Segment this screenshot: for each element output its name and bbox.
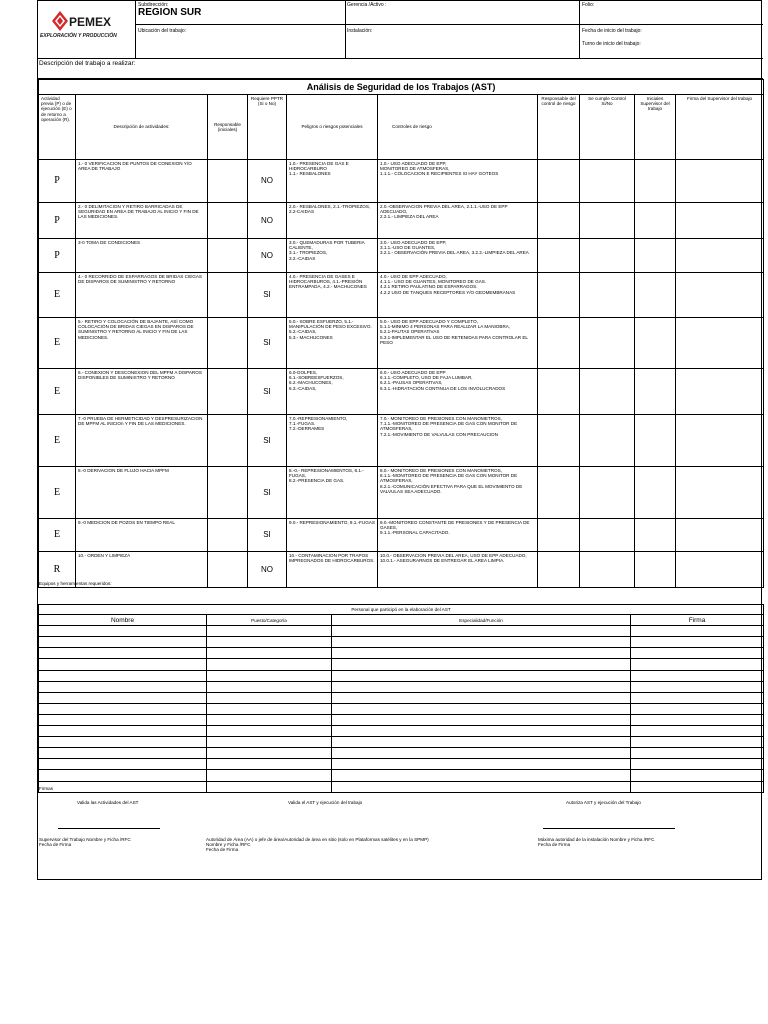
col-firma-sup: Firma del Supervisor del trabajo xyxy=(676,95,764,160)
personal-puesto-cell[interactable] xyxy=(207,659,332,670)
ast-activity-type: E xyxy=(39,415,76,467)
ast-row xyxy=(39,369,764,415)
personal-puesto-cell[interactable] xyxy=(207,759,332,770)
ast-responsable xyxy=(208,160,248,203)
personal-especialidad-cell[interactable] xyxy=(332,759,631,770)
ast-cumple xyxy=(580,519,635,552)
ast-activity-type: E xyxy=(39,273,76,318)
valida-ast: Valida el AST y ejecución del trabajo xyxy=(288,800,363,805)
ast-activity-type: P xyxy=(39,203,76,239)
ast-responsable xyxy=(208,318,248,369)
ast-firma-sup xyxy=(676,369,764,415)
personal-especialidad-cell[interactable] xyxy=(332,781,631,792)
ast-responsable xyxy=(208,552,248,588)
ast-firma-sup xyxy=(676,318,764,369)
personal-nombre-cell[interactable] xyxy=(39,670,207,681)
equipos-label: Equipos y herramientas requeridos: xyxy=(39,581,112,586)
pemex-logo xyxy=(38,1,134,45)
personal-nombre-cell[interactable] xyxy=(39,759,207,770)
ubicacion-label: Ubicación del trabajo: xyxy=(138,28,187,34)
ast-controles: 7.0.- MONITOREO DE PRESIONES CON MANOMETROS, 7.1.1.-MONITOREO DE PRESENCIA DE GAS CON MONITOR DE ATMOSFERAS, 7.2.1.-MOVIMIENTO DE VALVULAS CON PRECAUCION xyxy=(378,415,538,467)
ast-resp-control xyxy=(538,552,580,588)
ast-cumple xyxy=(580,239,635,273)
personal-row xyxy=(39,648,764,659)
personal-especialidad-cell[interactable] xyxy=(332,737,631,748)
personal-puesto-cell[interactable] xyxy=(207,748,332,759)
ast-cumple xyxy=(580,369,635,415)
subdireccion-value: REGION SUR xyxy=(138,7,202,18)
supervisor-date-label: Fecha de Firma xyxy=(39,842,72,847)
ast-peligros: 6.0-GOLPES, 6.1.-SOBREESFUERZOS, 6.2.-MACHUCONES, 6.3.-CAIDAS, xyxy=(287,369,378,415)
personal-table xyxy=(38,604,764,793)
personal-firma-cell[interactable] xyxy=(631,659,764,670)
personal-especialidad-cell[interactable] xyxy=(332,714,631,725)
ast-iniciales-sup xyxy=(635,519,676,552)
pemex-logo-icon xyxy=(38,1,134,45)
ast-responsable xyxy=(208,415,248,467)
col-firma: Firma xyxy=(631,615,764,626)
personal-puesto-cell[interactable] xyxy=(207,626,332,637)
personal-nombre-cell[interactable] xyxy=(39,637,207,648)
ast-firma-sup xyxy=(676,203,764,239)
ast-resp-control xyxy=(538,239,580,273)
personal-row xyxy=(39,737,764,748)
personal-row xyxy=(39,659,764,670)
logo-brand: PEMEX xyxy=(69,15,112,29)
col-cumple: Se cumple Control Si/No xyxy=(580,95,635,160)
ast-cumple xyxy=(580,415,635,467)
ast-controles: 4.0.- USO DE EPP ADECUADO, 4.1.1.- USO DE GUANTES, MONITOREO DE GAS. 4.2.1 RETIRO PAULATINO DE ESPARRAGOS. 4.2.2 USO DE TANQUES RECEPTORES Y/O GEOMEMBRANAS xyxy=(378,273,538,318)
ast-cumple xyxy=(580,160,635,203)
personal-puesto-cell[interactable] xyxy=(207,703,332,714)
signature-line-maxima xyxy=(543,828,675,829)
personal-firma-cell[interactable] xyxy=(631,737,764,748)
ast-resp-control xyxy=(538,467,580,519)
personal-nombre-cell[interactable] xyxy=(39,781,207,792)
personal-firma-cell[interactable] xyxy=(631,637,764,648)
ast-controles: 3.0.- USO ADECUADO DE EPP, 3.1.1.-USO DE GUANTES, 3.2.1.- OBSERVACIÓN PREVIA DEL AREA, 3.2.2.-LIMPIEZA DEL AREA xyxy=(378,239,538,273)
ast-row xyxy=(39,415,764,467)
signature-line-supervisor xyxy=(58,828,160,829)
ast-cumple xyxy=(580,552,635,588)
ast-peligros: 1.0.- PRESENCIA DE GAS E HIDROCARBURO 1.1.- RESBALONES xyxy=(287,160,378,203)
personal-firma-cell[interactable] xyxy=(631,703,764,714)
ast-requiere-pptr: NO xyxy=(248,203,287,239)
col-resp-control: Responsable del control de riesgo xyxy=(538,95,580,160)
ast-iniciales-sup xyxy=(635,552,676,588)
ast-cumple xyxy=(580,203,635,239)
valida-actividades: Valida las Actividades del AST xyxy=(77,800,139,805)
personal-title: Personal que participó en la elaboración del AST xyxy=(39,604,764,615)
ast-activity-type: E xyxy=(39,519,76,552)
personal-rows xyxy=(39,626,764,792)
ast-peligros: 7.0.-REPRESIONAMIENTO, 7.1.-FUGAS. 7.2.-DERRAMES xyxy=(287,415,378,467)
ast-activity-type: E xyxy=(39,318,76,369)
ast-form-sheet xyxy=(37,0,762,880)
col-responsable: Responsable (iniciales) xyxy=(208,95,248,160)
descripcion-trabajo-label: Descripción del trabajo a realizar: xyxy=(39,60,136,67)
table-title: Análisis de Seguridad de los Trabajos (AST) xyxy=(39,80,764,95)
ast-cumple xyxy=(580,273,635,318)
ast-resp-control xyxy=(538,203,580,239)
ast-resp-control xyxy=(538,273,580,318)
ast-responsable xyxy=(208,467,248,519)
personal-firma-cell[interactable] xyxy=(631,648,764,659)
col-puesto: Puesto/Categoría xyxy=(207,615,332,626)
personal-nombre-cell[interactable] xyxy=(39,681,207,692)
ast-activity-type: P xyxy=(39,239,76,273)
ast-iniciales-sup xyxy=(635,239,676,273)
ast-firma-sup xyxy=(676,519,764,552)
personal-firma-cell[interactable] xyxy=(631,714,764,725)
personal-especialidad-cell[interactable] xyxy=(332,770,631,781)
personal-firma-cell[interactable] xyxy=(631,681,764,692)
ast-peligros: 3.0.- QUEMADURAS POR TUBERIA CALIENTE, 3.1.- TROPIEZOS, 3.2.-CAIDAS xyxy=(287,239,378,273)
personal-row xyxy=(39,637,764,648)
firmas-label: Firmas xyxy=(39,786,54,791)
personal-nombre-cell[interactable] xyxy=(39,726,207,737)
personal-nombre-cell[interactable] xyxy=(39,714,207,725)
ast-responsable xyxy=(208,273,248,318)
personal-row xyxy=(39,726,764,737)
personal-firma-cell[interactable] xyxy=(631,726,764,737)
col-peligros: Peligros o riesgos potenciales xyxy=(287,95,378,160)
personal-especialidad-cell[interactable] xyxy=(332,692,631,703)
autoridad-ficha-label: Nombre y Ficha /RFC xyxy=(206,842,251,847)
ast-row xyxy=(39,160,764,203)
ast-resp-control xyxy=(538,519,580,552)
ast-row xyxy=(39,273,764,318)
ast-peligros: 9.0.- REPRESIONAMIENTO, 9.1.-FUGAS xyxy=(287,519,378,552)
personal-puesto-cell[interactable] xyxy=(207,637,332,648)
ast-description: 10.- ORDEN Y LIMPIEZA xyxy=(76,552,208,588)
ast-activity-type: R xyxy=(39,552,76,588)
personal-especialidad-cell[interactable] xyxy=(332,637,631,648)
col-iniciales-sup: Iniciales Supervisor del trabajo xyxy=(635,95,676,160)
logo-subtitle: EXPLORACIÓN Y PRODUCCIÓN xyxy=(40,33,117,39)
personal-row xyxy=(39,714,764,725)
ast-description: 2.- 0 DELIMITACION Y RETIRO BARRICADAS DE SEGURIDAD EN AREA DE TRABAJO AL INICIO Y FIN DE LAS MEDICIONES. xyxy=(76,203,208,239)
ast-requiere-pptr: NO xyxy=(248,160,287,203)
ast-description: 1.- 0 VERIFICACION DE PUNTOS DE CONEXION Y/O AREA DE TRABAJO xyxy=(76,160,208,203)
ast-controles: 6.0.- USO ADECUADO DE EPP 6.1.1.-COMPLETO, USO DE FAJA LUMBAR, 6.2.1.-PAUSAS OPERATIVAS, 6.3.1.-HIDRATACIÓN CONTINUA DE LOS INVOLUCRADOS xyxy=(378,369,538,415)
ast-controles: 8.0.- MONITOREO DE PRESIONES CON MANOMETROS, 8.1.1.-MONITOREO DE PRESENCIA DE GAS CON MONITOR DE ATMOSFERAS, 8.2.1.-COMUNICACIÓN EFECTIVA PARA QUE EL MOVIMIENTO DE VALVULAS SEA ADECUADO. xyxy=(378,467,538,519)
col-descripcion: Descripción de actividades: xyxy=(76,95,208,160)
personal-especialidad-cell[interactable] xyxy=(332,726,631,737)
ast-row xyxy=(39,552,764,588)
ast-resp-control xyxy=(538,369,580,415)
ast-responsable xyxy=(208,519,248,552)
maxima-sign-label: Máxima autoridad de la instalación Nombre y Ficha /RFC xyxy=(538,837,655,842)
personal-nombre-cell[interactable] xyxy=(39,748,207,759)
personal-nombre-cell[interactable] xyxy=(39,692,207,703)
ast-responsable xyxy=(208,203,248,239)
ast-description: 4.- 0 RECORRIDO DE ESPARRAGOS DE BRIDAS CIEGAS DE DISPAROS DE SUMINISTRO Y RETORNO xyxy=(76,273,208,318)
ast-iniciales-sup xyxy=(635,369,676,415)
col-especialidad: Especialidad/Función xyxy=(332,615,631,626)
personal-especialidad-cell[interactable] xyxy=(332,681,631,692)
col-nombre: Nombre xyxy=(39,615,207,626)
ast-controles: 9.0.-MONITOREO CONSTANTE DE PRESIONES Y DE PRESENCIA DE GASES, 9.1.1.-PERSONAL CAPACITADO. xyxy=(378,519,538,552)
ast-firma-sup xyxy=(676,415,764,467)
ast-peligros: 5.0.- SOBRE ESFUERZO, 5.1.- MANIPULACIÓN DE PESO EXCESIVO. 5.2.-CAIDAS, 5.3.- MACHUCONES xyxy=(287,318,378,369)
personal-puesto-cell[interactable] xyxy=(207,781,332,792)
ast-controles: 2.0.-OBSERVACION PREVIA DEL AREA, 2.1.1.-USO DE EPP ADECUADO, 2.2.1.- LIMPIEZA DEL AREA xyxy=(378,203,538,239)
autoriza-ast: Autoriza AST y ejecución del Trabajo xyxy=(566,800,641,805)
personal-puesto-cell[interactable] xyxy=(207,648,332,659)
ast-responsable xyxy=(208,369,248,415)
ast-requiere-pptr: NO xyxy=(248,239,287,273)
ast-activity-type: E xyxy=(39,467,76,519)
personal-puesto-cell[interactable] xyxy=(207,737,332,748)
personal-especialidad-cell[interactable] xyxy=(332,670,631,681)
ast-peligros: 8.-0.- REPRESIONAMIENTOS, 8.1.-FUGAS, 8.2.-PRESENCIA DE GAS. xyxy=(287,467,378,519)
personal-puesto-cell[interactable] xyxy=(207,714,332,725)
ast-responsable xyxy=(208,239,248,273)
subdireccion-label: Subdirección: xyxy=(138,2,169,8)
personal-row xyxy=(39,781,764,792)
personal-nombre-cell[interactable] xyxy=(39,659,207,670)
personal-nombre-cell[interactable] xyxy=(39,737,207,748)
ast-firma-sup xyxy=(676,239,764,273)
turno-inicio-label: Turno de inicio del trabajo: xyxy=(582,41,641,47)
ast-resp-control xyxy=(538,160,580,203)
ast-row xyxy=(39,467,764,519)
personal-especialidad-cell[interactable] xyxy=(332,748,631,759)
personal-row xyxy=(39,703,764,714)
personal-nombre-cell[interactable] xyxy=(39,770,207,781)
personal-puesto-cell[interactable] xyxy=(207,692,332,703)
ast-row xyxy=(39,203,764,239)
ast-cumple xyxy=(580,318,635,369)
ast-peligros: 2.0.- RESBALONES, 2.1.-TROPIEZOS, 2.2-CAIDAS xyxy=(287,203,378,239)
ast-iniciales-sup xyxy=(635,415,676,467)
ast-activity-type: P xyxy=(39,160,76,203)
personal-row xyxy=(39,681,764,692)
ast-requiere-pptr: SI xyxy=(248,273,287,318)
ast-cumple xyxy=(580,467,635,519)
personal-firma-cell[interactable] xyxy=(631,781,764,792)
ast-activity-type: E xyxy=(39,369,76,415)
personal-firma-cell[interactable] xyxy=(631,692,764,703)
personal-firma-cell[interactable] xyxy=(631,748,764,759)
personal-puesto-cell[interactable] xyxy=(207,770,332,781)
gerencia-label: Gerencia /Activo : xyxy=(347,2,387,8)
ast-peligros: 4.0.- PRESENCIA DE GASES E HIDROCARBUROS, 4.1.-PRESIÓN ENTRAMPADA, 4.2.- MACHUCONES xyxy=(287,273,378,318)
personal-nombre-cell[interactable] xyxy=(39,626,207,637)
ast-table xyxy=(38,79,764,588)
ast-description: 3-0 TOMA DE CONDICIONES xyxy=(76,239,208,273)
supervisor-sign-label: Supervisor del Trabajo Nombre y Ficha /RFC xyxy=(39,837,131,842)
personal-firma-cell[interactable] xyxy=(631,626,764,637)
autoridad-date-label: Fecha de Firma xyxy=(206,847,239,852)
folio-label: Folio: xyxy=(582,2,595,8)
col-actividad: Actividad previa (P) o de ejecución (E) o de retorno a operación (R). xyxy=(39,95,76,160)
personal-puesto-cell[interactable] xyxy=(207,681,332,692)
ast-requiere-pptr: SI xyxy=(248,467,287,519)
personal-row xyxy=(39,748,764,759)
personal-nombre-cell[interactable] xyxy=(39,648,207,659)
ast-requiere-pptr: SI xyxy=(248,369,287,415)
ast-resp-control xyxy=(538,318,580,369)
ast-description: 6.- CONEXION Y DESCONEXION DEL MPFM A DISPAROS DISPONIBLES DE SUMINISTRO Y RETORNO xyxy=(76,369,208,415)
ast-firma-sup xyxy=(676,552,764,588)
personal-especialidad-cell[interactable] xyxy=(332,659,631,670)
ast-requiere-pptr: SI xyxy=(248,415,287,467)
ast-description: 5.- RETIRO Y COLOCACIÓN DE BAJANTE, ASÍ COMO COLOCACIÓN DE BRIDAS CIEGAS EN DISPAROS DE SUMINISTRO Y RETORNO AL INICIO Y FIN DE LAS MEDICIONES. xyxy=(76,318,208,369)
personal-especialidad-cell[interactable] xyxy=(332,703,631,714)
personal-puesto-cell[interactable] xyxy=(207,670,332,681)
ast-rows xyxy=(39,160,764,588)
ast-iniciales-sup xyxy=(635,318,676,369)
ast-firma-sup xyxy=(676,160,764,203)
ast-row xyxy=(39,318,764,369)
personal-row xyxy=(39,759,764,770)
maxima-date-label: Fecha de Firma xyxy=(538,842,571,847)
instalacion-label: Instalación: xyxy=(347,28,373,34)
personal-row xyxy=(39,670,764,681)
ast-requiere-pptr: SI xyxy=(248,519,287,552)
ast-iniciales-sup xyxy=(635,160,676,203)
ast-iniciales-sup xyxy=(635,467,676,519)
col-controles: Controles de riesgo xyxy=(378,95,538,160)
personal-row xyxy=(39,626,764,637)
ast-iniciales-sup xyxy=(635,203,676,239)
ast-requiere-pptr: NO xyxy=(248,552,287,588)
ast-controles: 10.0.- OBSERVACION PREVIA DEL AREA, USO DE EPP ADECUADO, 10.0.1.- ASEGURARNOS DE ENTREGAR EL AREA LIMPIA. xyxy=(378,552,538,588)
ast-controles: 1.0.- USO ADECUADO DE EPP, MONITOREO DE ATMOSFERAS, 1.1.1.- COLOCACION E RECIPIENTES SI HAY GOTEOS xyxy=(378,160,538,203)
ast-row xyxy=(39,239,764,273)
ast-description: 7.-0 PRUEBA DE HERMETICIDAD Y DESPRESURIZACION DE MPFM AL INICIOn Y FIN DE LAS MEDICIONES. xyxy=(76,415,208,467)
personal-firma-cell[interactable] xyxy=(631,759,764,770)
ast-description: 9.-0 MEDICION DE POZOS EN TIEMPO REAL xyxy=(76,519,208,552)
ast-controles: 5.0.- USO DE EPP ADECUADO Y COMPLETO, 5.1.1-MINIMO 4 PERSONAS PARA REALIZAR LA MANIOBRA, 5.2.1-PAUTAS OPERATIVAS 5.3.1-IMPLEMENTAR EL USO DE RETENIDAS PARA CONTROLAR EL PESO xyxy=(378,318,538,369)
autoridad-sign-label: Autoridad de Área (AA) o jefe de área/Autoridad de área en sitio (solo en Plataformas satélites y en la SPMP) xyxy=(206,837,429,842)
fecha-inicio-label: Fecha de inicio del trabajo: xyxy=(582,28,642,34)
personal-puesto-cell[interactable] xyxy=(207,726,332,737)
personal-especialidad-cell[interactable] xyxy=(332,648,631,659)
ast-row xyxy=(39,519,764,552)
personal-nombre-cell[interactable] xyxy=(39,703,207,714)
personal-row xyxy=(39,770,764,781)
personal-especialidad-cell[interactable] xyxy=(332,626,631,637)
ast-requiere-pptr: SI xyxy=(248,318,287,369)
personal-row xyxy=(39,692,764,703)
personal-firma-cell[interactable] xyxy=(631,670,764,681)
ast-iniciales-sup xyxy=(635,273,676,318)
col-requiere-pptr: Requiere PPTR (Si o No) xyxy=(248,95,287,160)
ast-peligros: 10.- CONTAMINACION POR TRAPOS IMPREGNADOS DE HIDROCARBUROS. xyxy=(287,552,378,588)
ast-resp-control xyxy=(538,415,580,467)
ast-firma-sup xyxy=(676,273,764,318)
personal-firma-cell[interactable] xyxy=(631,770,764,781)
ast-description: 8.-0 DERIVACION DE FLUJO HACIA MPFM xyxy=(76,467,208,519)
ast-firma-sup xyxy=(676,467,764,519)
